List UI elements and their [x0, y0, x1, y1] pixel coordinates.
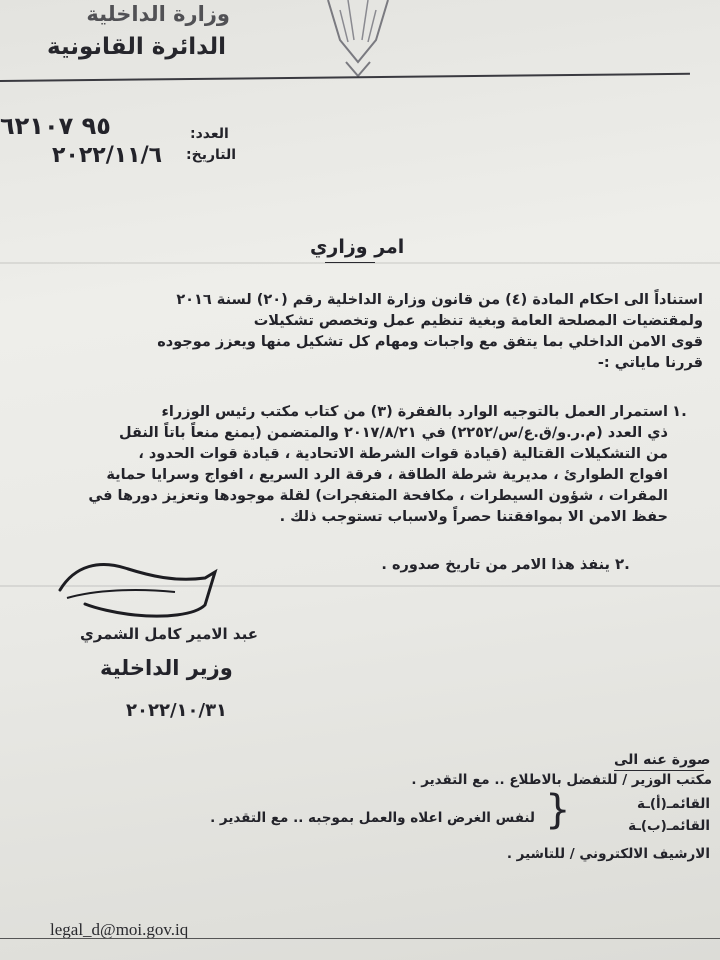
preamble-line: استناداً الى احكام المادة (٤) من قانون وزارة الداخلية رقم (٢٠) لسنة ٢٠١٦: [176, 292, 703, 308]
preamble-line: قررنا ماياتي :-: [597, 355, 703, 371]
signer-title: وزير الداخلية: [100, 656, 233, 680]
footer-email: legal_d@moi.gov.iq: [50, 920, 189, 939]
copy-recipient: مكتب الوزير / للتفضل بالاطلاع .. مع التقدير .: [411, 772, 712, 788]
ministry-name: وزارة الداخلية: [86, 2, 230, 26]
signer-name: عبد الامير كامل الشمري: [80, 625, 258, 643]
issue-date: ٢٠٢٢/١١/٦: [52, 143, 163, 168]
item-line: ذي العدد (م.ر.و/ق.ع/س/٢٢٥٢) في ٢٠١٧/٨/٢١ والمتضمن (يمنع منعاً باتاً النقل: [119, 425, 668, 441]
department-name: الدائرة القانونية: [47, 34, 226, 60]
copy-recipient: القائمـ(أ)ـة: [637, 796, 710, 812]
document-title: امر وزاري: [310, 236, 405, 258]
order-item: [40, 402, 668, 528]
date-label: التاريخ:: [186, 147, 237, 163]
copy-recipient: الارشيف الالكتروني / للتاشير .: [506, 846, 710, 862]
order-item: [330, 555, 610, 576]
eagle-emblem-icon: [318, 0, 398, 80]
preamble: [48, 290, 703, 374]
signature-date: ٢٠٢٢/١٠/٣١: [126, 700, 228, 721]
copies-underline: [614, 770, 704, 771]
preamble-line: قوى الامن الداخلي بما يتفق مع واجبات ومهام كل تشكيل منها ويعزز موجوده: [157, 334, 703, 350]
item-line: من التشكيلات القتالية (قيادة قوات الشرطة الاتحادية ، قيادة قوات الحدود ،: [138, 446, 668, 462]
copy-purpose: لنفس الغرض اعلاه والعمل بموجبه .. مع التقدير .: [210, 810, 535, 826]
item-line: ينفذ هذا الامر من تاريخ صدوره .: [381, 557, 610, 573]
item-line: افواج الطوارئ ، مديرية شرطة الطاقة ، فرقة الرد السريع ، افواج وسرايا حماية: [106, 467, 668, 483]
brace-icon: {: [545, 787, 571, 833]
handwritten-signature: [55, 560, 255, 630]
copies-heading: صورة عنه الى: [614, 752, 711, 768]
item-number: ٢.: [615, 555, 630, 573]
reference-number: ٩٥ ٦٢١٠٧: [0, 112, 111, 140]
title-underline: [325, 262, 375, 263]
item-line: استمرار العمل بالتوجيه الوارد بالفقرة (٣) من كتاب مكتب رئيس الوزراء: [161, 404, 668, 420]
item-number: ١.: [672, 402, 687, 420]
footer-divider: [0, 938, 720, 939]
item-line: المقرات ، شؤون السيطرات ، مكافحة المتفجرات) لقلة موجودها وتعزيز دورها في: [88, 488, 668, 504]
item-line: حفظ الامن الا بموافقتنا حصراً ولاسباب تستوجب ذلك .: [279, 509, 668, 525]
reference-label: العدد:: [190, 126, 229, 142]
copy-recipient: القائمـ(ب)ـة: [628, 818, 710, 834]
preamble-line: ولمقتضيات المصلحة العامة وبغية تنظيم عمل وتخصص تشكيلات: [253, 313, 703, 329]
